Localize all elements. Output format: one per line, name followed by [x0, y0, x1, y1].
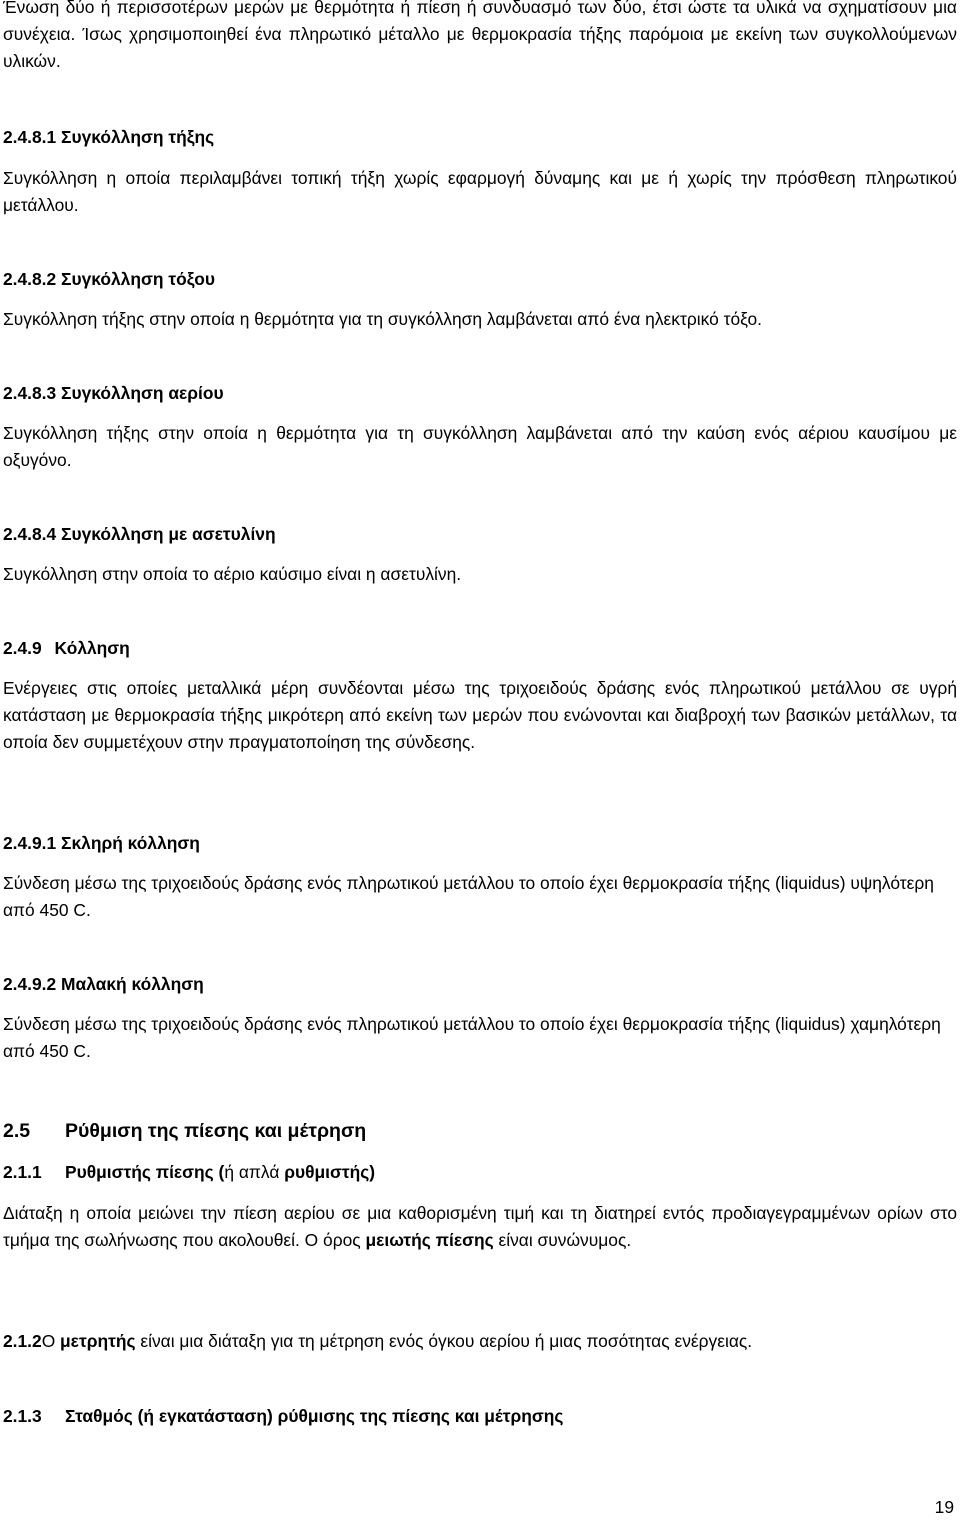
section-title: Συγκόλληση με ασετυλίνη: [61, 524, 276, 544]
body-text: Ο: [41, 1331, 61, 1351]
section-heading-2-1-3: [3, 1403, 957, 1430]
section-body-2-1-1: [3, 1200, 957, 1254]
chapter-heading-2-5: [3, 1118, 957, 1145]
section-title-part: ρυθμιστής): [284, 1162, 376, 1182]
section-body-2-4-8-3: Συγκόλληση τήξης στην οποία η θερμότητα για τη συγκόλληση λαμβάνεται από την καύση ενός αέριου καυσίμου με οξυγόνο.: [3, 423, 957, 471]
section-number: 2.4.8.4: [3, 524, 57, 544]
section-number: 2.1.1: [3, 1162, 42, 1182]
body-text: Διάταξη η οποία μειώνει την πίεση αερίου σε μια καθορισμένη τιμή και τη διατηρεί εντός προδιαγεγραμμένων ορίων στο τμήμα της σωλήνωσης που ακολουθεί. Ο όρος: [3, 1203, 957, 1251]
body-term: μειωτής πίεσης: [365, 1230, 494, 1251]
section-heading-2-4-9-2: [3, 971, 957, 998]
section-title: Συγκόλληση τόξου: [61, 269, 215, 289]
section-title-part: ή απλά: [224, 1162, 285, 1182]
body-text: είναι μια διάταξη για τη μέτρηση ενός όγκου αερίου ή μιας ποσότητας ενέργειας.: [135, 1331, 753, 1351]
section-title: Σταθμός (ή εγκατάσταση) ρύθμισης της πίεσης και μέτρησης: [65, 1406, 564, 1426]
section-title: Σκληρή κόλληση: [61, 833, 200, 853]
chapter-title: Ρύθμιση της πίεσης και μέτρηση: [65, 1120, 367, 1142]
section-body-2-4-8-2: Συγκόλληση τήξης στην οποία η θερμότητα για τη συγκόλληση λαμβάνεται από ένα ηλεκτρικό τόξο.: [3, 309, 762, 329]
section-heading-2-4-9: [3, 635, 957, 662]
section-number: 2.4.8.3: [3, 383, 57, 403]
chapter-number: 2.5: [3, 1120, 31, 1142]
section-body-2-4-9-1: Σύνδεση μέσω της τριχοειδούς δράσης ενός πληρωτικού μετάλλου το οποίο έχει θερμοκρασία τήξης (liquidus) υψηλότερη από 450 C.: [3, 873, 934, 921]
section-title-part: Ρυθμιστής πίεσης (: [65, 1162, 225, 1182]
section-heading-2-4-8-4: [3, 521, 957, 548]
section-number: 2.4.9.2: [3, 974, 57, 994]
section-heading-2-4-9-1: [3, 830, 957, 857]
body-term: μετρητής: [60, 1331, 136, 1351]
section-body-2-4-9: Ενέργειες στις οποίες μεταλλικά μέρη συνδέονται μέσω της τριχοειδούς δράσης ενός πληρωτικού μετάλλου σε υγρή κατάσταση με θερμοκρασία τήξης μικρότερη από εκείνη των μερών που ενώνονται και διαβροχή των βασικών μετάλλων, τα οποία δεν συμμετέχουν στην πραγματοποίηση της σύνδεσης.: [3, 678, 957, 753]
section-title: Συγκόλληση τήξης: [61, 127, 215, 147]
section-heading-2-4-8-2: [3, 266, 957, 293]
intro-paragraph: Ένωση δύο ή περισσοτέρων μερών με θερμότητα ή πίεση ή συνδυασμό των δύο, έτσι ώστε τα υλικά να σχηματίσουν μια συνέχεια. Ίσως χρησιμοποιηθεί ένα πληρωτικό μέταλλο με θερμοκρασία τήξης παρόμοια με εκείνη των συγκολλούμενων υλικών.: [3, 0, 957, 72]
section-number: 2.4.8.2: [3, 269, 57, 289]
section-title: Κόλληση: [54, 638, 130, 658]
section-number: 2.4.9: [3, 638, 42, 658]
section-number: 2.1.2: [3, 1331, 42, 1351]
section-2-1-2: [3, 1328, 957, 1355]
section-number: 2.4.8.1: [3, 127, 57, 147]
section-body-2-4-9-2: Σύνδεση μέσω της τριχοειδούς δράσης ενός πληρωτικού μετάλλου το οποίο έχει θερμοκρασία τήξης (liquidus) χαμηλότερη από 450 C.: [3, 1014, 941, 1062]
section-number: 2.1.3: [3, 1406, 42, 1426]
section-body-2-4-8-4: Συγκόλληση στην οποία το αέριο καύσιμο είναι η ασετυλίνη.: [3, 564, 462, 584]
body-text: είναι συνώνυμος.: [493, 1230, 632, 1251]
section-title: Μαλακή κόλληση: [61, 974, 204, 994]
section-body-2-4-8-1: Συγκόλληση η οποία περιλαμβάνει τοπική τήξη χωρίς εφαρμογή δύναμης και με ή χωρίς την πρόσθεση πληρωτικού μετάλλου.: [3, 168, 957, 216]
section-heading-2-4-8-3: [3, 380, 957, 407]
page-number: 19: [934, 1497, 954, 1517]
section-heading-2-4-8-1: [3, 124, 957, 151]
section-heading-2-1-1: [3, 1159, 957, 1186]
section-title: Συγκόλληση αερίου: [61, 383, 224, 403]
section-number: 2.4.9.1: [3, 833, 57, 853]
